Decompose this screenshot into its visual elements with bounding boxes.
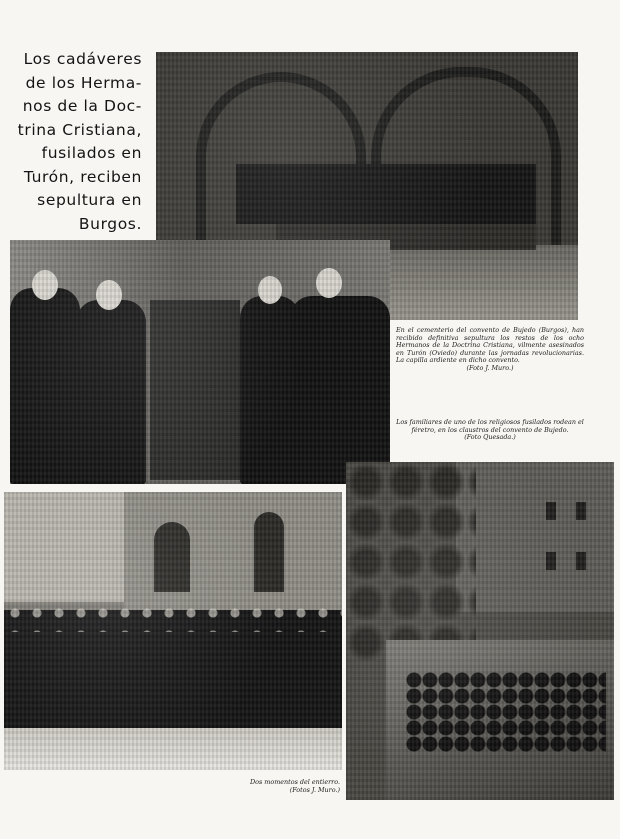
photo-church-exterior (4, 492, 342, 770)
headline-line: de los Herma- (25, 73, 142, 92)
caption-credit: (Fotos J. Muro.) (289, 785, 340, 794)
headline (14, 48, 142, 236)
caption-burial (180, 779, 340, 794)
headline-line: Los cadáveres (23, 50, 142, 68)
headline-line: nos de la Doc- (22, 97, 142, 115)
headline-line: Burgos. (78, 214, 142, 233)
headline-line: trina Cristiana, (17, 120, 142, 139)
caption-body: Los familiares de uno de los religiosos fusilados rodean el féretro, en los claustros del convento de Bujedo. (396, 418, 584, 434)
photo-funeral-procession (346, 462, 614, 800)
caption-body: En el cementerio del convento de Bujedo (Burgos), han recibido definitiva sepultura los restos de los ocho Hermanos de la Doctrina Cristiana, vilmente asesinados en Turón (Oviedo) durante las jornadas revolucionarias. La capilla ardiente en dicho convento. (396, 326, 584, 365)
photo-relatives-coffin (10, 240, 390, 484)
caption-body: Dos momentos del entierro. (250, 778, 340, 786)
headline-line: sepultura en (37, 191, 142, 209)
headline-line: Turón, reciben (23, 167, 142, 186)
caption-credit: (Foto Quesada.) (464, 433, 516, 442)
caption-credit: (Foto J. Muro.) (466, 363, 514, 372)
headline-line: fusilados en (41, 144, 142, 162)
caption-relatives (396, 419, 584, 442)
caption-cloister (396, 327, 584, 373)
